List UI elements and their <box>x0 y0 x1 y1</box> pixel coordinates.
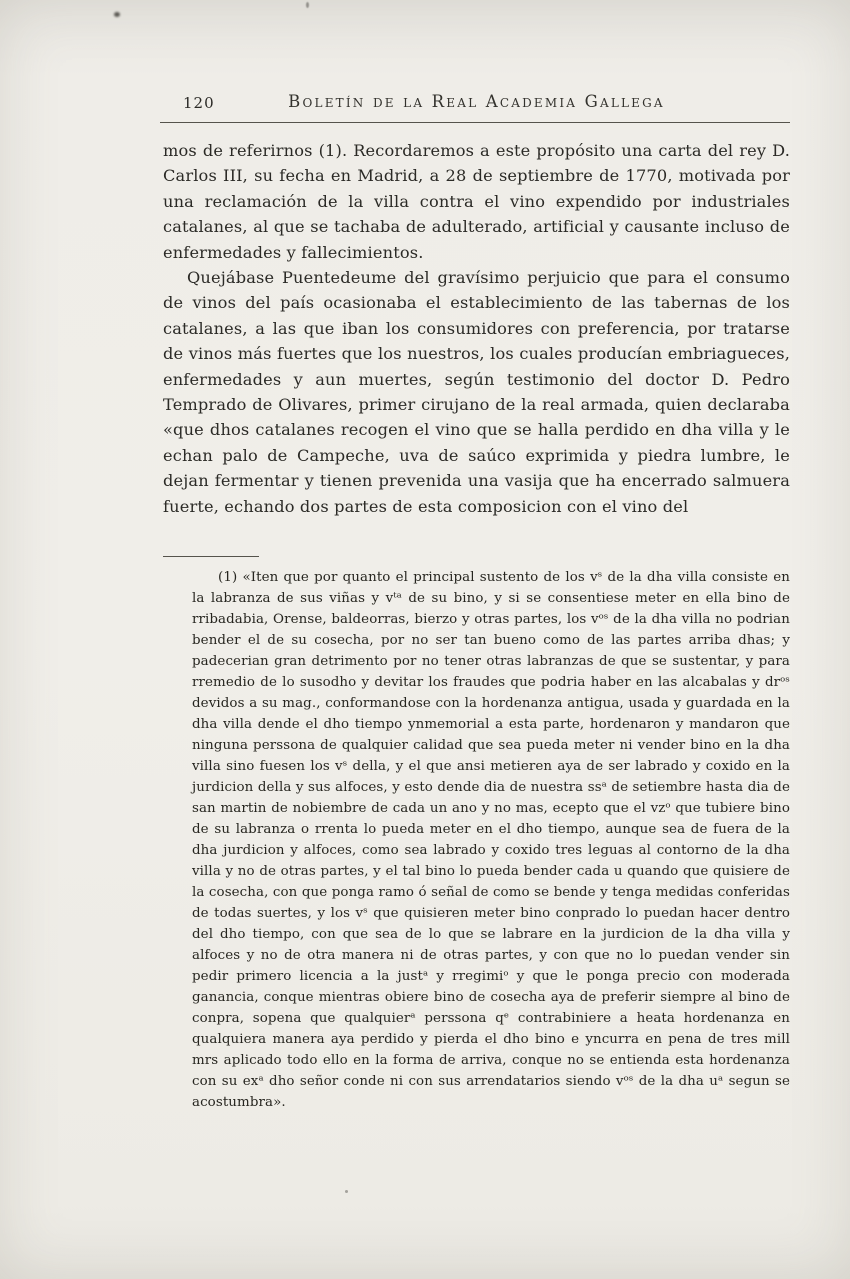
footnote-text: (1) «Iten que por quanto el principal sustento de los vˢ de la dha villa consiste en la labranza de sus viñas y vᵗᵃ de su bino, y si se consentiese meter en ella bino de rribadabia, Orense, baldeorras, bierzo y otras partes, los vᵒˢ de la dha villa no podrian bender el de su cosecha, por no ser tan bueno como de las partes arriba dhas; y padecerian gran detrimento por no tener otras labranzas de que se sustentar, y para rremedio de lo susodho y devitar los fraudes que podria haber en las alcabalas y drᵒˢ devidos a su mag., conformandose con la hordenanza antigua, usada y guardada en la dha villa dende el dho tiempo ynmemorial a esta parte, hordenaron y mandaron que ninguna perssona de qualquier calidad que sea pueda meter ni vender bino en la dha villa sino fuesen los vˢ della, y el que ansi metieren aya de ser labrado y coxido en la jurdicion della y sus alfoces, y esto dende dia de nuestra ssᵃ de setiembre hasta dia de san martin de nobiembre de cada un ano y no mas, ecepto que el vzᵒ que tubiere bino de su labranza o rrenta lo pueda meter en el dho tiempo, aunque sea de fuera de la dha jurdicion y alfoces, como sea labrado y coxido tres leguas al contorno de la dha villa y no de otras partes, y el tal bino lo pueda bender cada u quando que quisiere de la cosecha, con que ponga ramo ó señal de como se bende y tenga medidas conferidas de todas suertes, y los vˢ que quisieren meter bino conprado lo puedan hacer dentro del dho tiempo, con que sea de lo que se labrare en la jurdicion de la dha villa y alfoces y no de otra manera ni de otras partes, y con que no lo puedan vender sin pedir primero licencia a la justᵃ y rregimiᵒ y que le ponga precio con moderada ganancia, conque mientras obiere bino de cosecha aya de preferir siempre al bino de conpra, sopena que qualquierᵃ perssona qᵉ contrabiniere a heata hordenanza en qualquiera manera aya perdido y pierda el dho bino e yncurra en pena de tres mill mrs aplicado todo ello en la forma de arriva, conque no se entienda esta hordenanza con su exᵃ dho señor conde ni con sus arrendatarios siendo vᵒˢ de la dha uᵃ segun se acostumbra». <box>192 570 790 1110</box>
body-paragraph: mos de referirnos (1). Recordaremos a este propósito una carta del rey D. Carlos III, su fecha en Madrid, a 28 de septiembre de 1770, motivada por una reclamación de la villa contra el vino expendido por industriales catalanes, al que se tachaba de adulterado, artificial y causante incluso de enfermedades y fallecimientos. <box>163 141 790 262</box>
footnote <box>192 567 790 1113</box>
scan-speck <box>114 12 120 17</box>
footnote-separator-rule <box>163 556 259 557</box>
header-rule <box>160 122 790 123</box>
page-header <box>163 92 790 116</box>
running-title: Boletín de la Real Academia Gallega <box>288 92 665 111</box>
page-number: 120 <box>183 94 215 112</box>
scan-speck <box>306 2 309 8</box>
body-paragraph: Quejábase Puentedeume del gravísimo perjuicio que para el consumo de vinos del país ocasionaba el establecimiento de las tabernas de los catalanes, a las que iban los consumidores con preferencia, por tratarse de vinos más fuertes que los nuestros, los cuales producían embriagueces, enfermedades y aun muertes, según testimonio del doctor D. Pedro Temprado de Olivares, primer cirujano de la real armada, quien declaraba «que dhos catalanes recogen el vino que se halla perdido en dha villa y le echan palo de Campeche, uva de saúco exprimida y piedra lumbre, le dejan fermentar y tienen prevenida una vasija que ha encerrado salmuera fuerte, echando dos partes de esta composicion con el vino del <box>163 268 790 516</box>
body-text <box>163 138 790 519</box>
scan-speck <box>345 1190 348 1193</box>
